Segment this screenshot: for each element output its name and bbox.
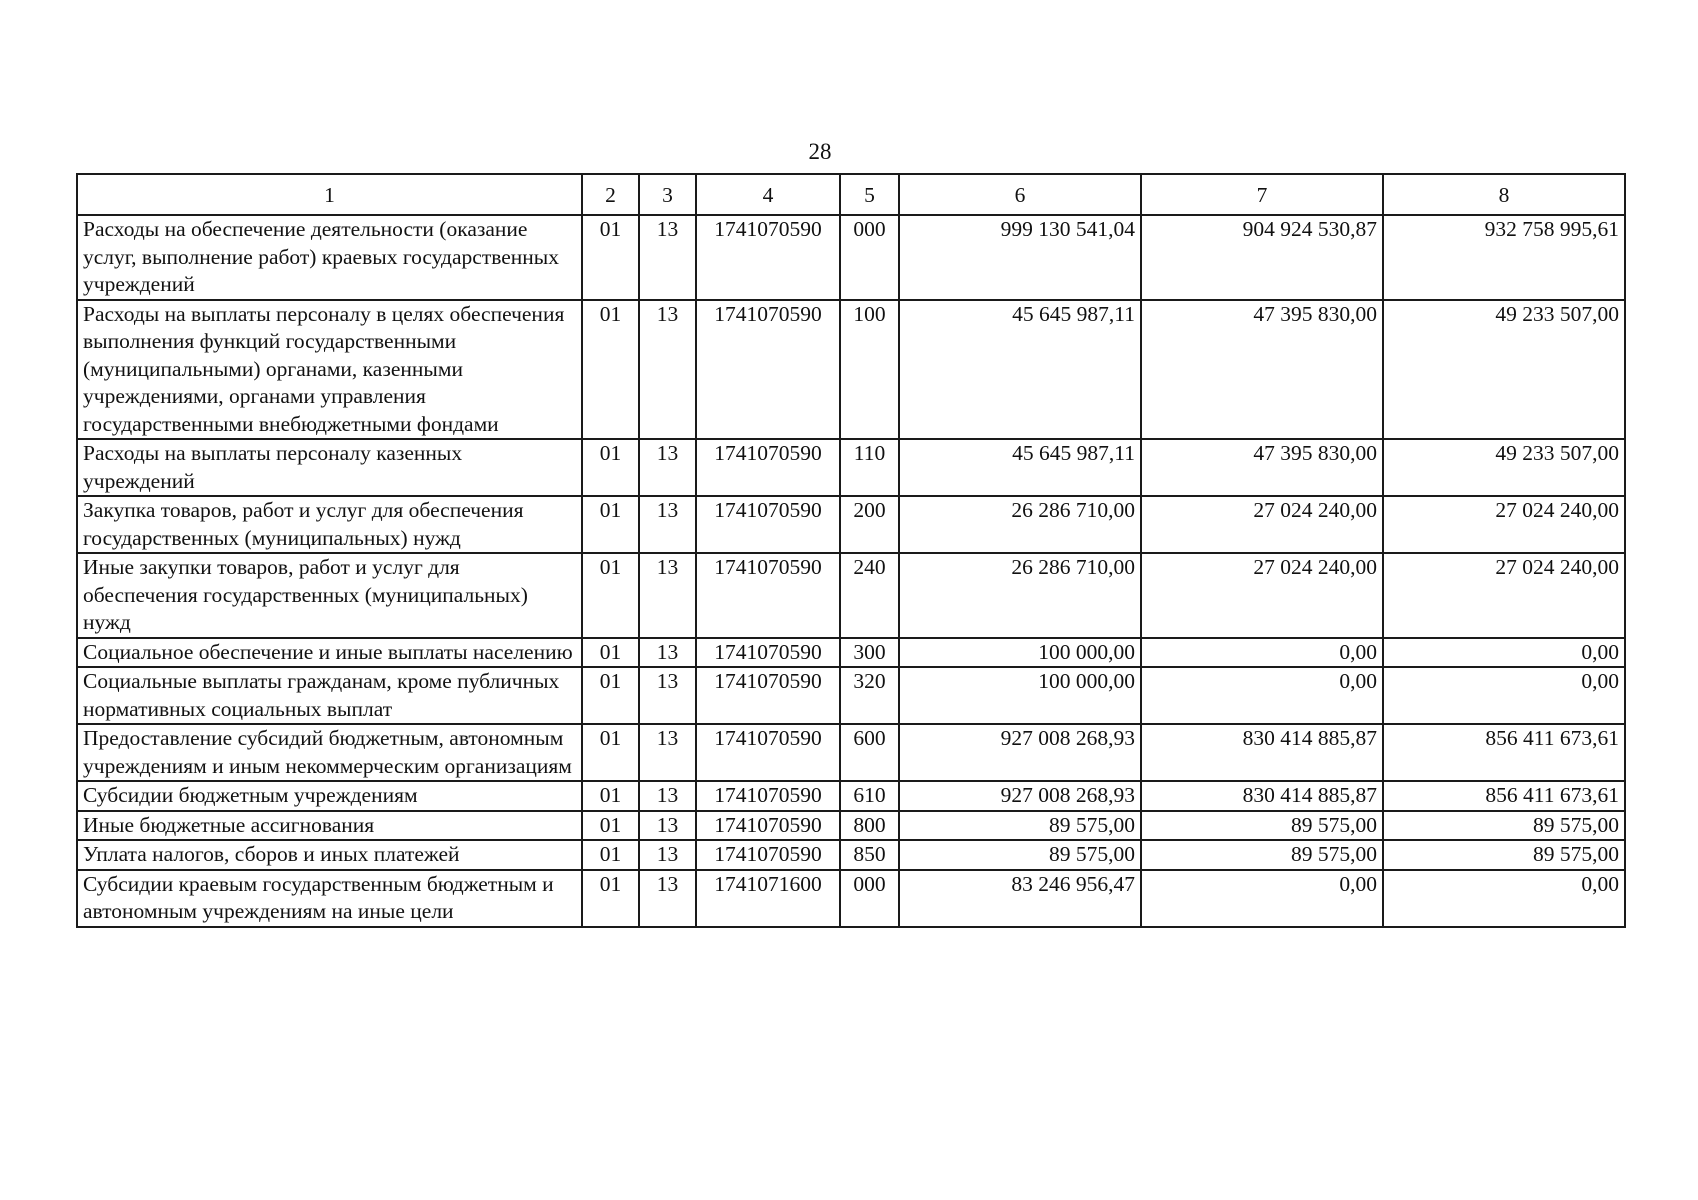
amount-column-6: 45 645 987,11 [899,439,1141,496]
amount-column-8: 27 024 240,00 [1383,553,1625,638]
amount-column-7: 0,00 [1141,870,1383,927]
table-row [77,781,1625,811]
column-header-1: 1 [77,174,582,215]
expense-type-code: 300 [840,638,899,668]
target-article-code: 1741070590 [696,300,840,440]
amount-column-8: 856 411 673,61 [1383,724,1625,781]
column-header-5: 5 [840,174,899,215]
column-header-7: 7 [1141,174,1383,215]
section-code: 01 [582,840,639,870]
target-article-code: 1741070590 [696,638,840,668]
amount-column-6: 83 246 956,47 [899,870,1141,927]
subsection-code: 13 [639,667,696,724]
target-article-code: 1741070590 [696,811,840,841]
row-description: Закупка товаров, работ и услуг для обеспечения государственных (муниципальных) нужд [77,496,582,553]
target-article-code: 1741070590 [696,667,840,724]
subsection-code: 13 [639,870,696,927]
table-body [77,215,1625,927]
page-number: 28 [808,139,832,164]
amount-column-6: 999 130 541,04 [899,215,1141,300]
table-header [77,174,1625,215]
amount-column-8: 856 411 673,61 [1383,781,1625,811]
table-row [77,638,1625,668]
table-row [77,496,1625,553]
amount-column-6: 26 286 710,00 [899,553,1141,638]
amount-column-7: 904 924 530,87 [1141,215,1383,300]
section-code: 01 [582,667,639,724]
expense-type-code: 200 [840,496,899,553]
section-code: 01 [582,638,639,668]
subsection-code: 13 [639,300,696,440]
subsection-code: 13 [639,811,696,841]
amount-column-7: 0,00 [1141,667,1383,724]
table-row [77,840,1625,870]
table-row [77,439,1625,496]
section-code: 01 [582,300,639,440]
budget-table [76,173,1626,928]
amount-column-7: 0,00 [1141,638,1383,668]
amount-column-6: 927 008 268,93 [899,781,1141,811]
row-description: Субсидии бюджетным учреждениям [77,781,582,811]
amount-column-7: 47 395 830,00 [1141,300,1383,440]
expense-type-code: 000 [840,870,899,927]
amount-column-8: 932 758 995,61 [1383,215,1625,300]
amount-column-8: 27 024 240,00 [1383,496,1625,553]
section-code: 01 [582,811,639,841]
section-code: 01 [582,215,639,300]
row-description: Иные закупки товаров, работ и услуг для обеспечения государственных (муниципальных) нужд [77,553,582,638]
subsection-code: 13 [639,724,696,781]
expense-type-code: 850 [840,840,899,870]
column-header-3: 3 [639,174,696,215]
header-row [77,174,1625,215]
amount-column-8: 49 233 507,00 [1383,439,1625,496]
section-code: 01 [582,439,639,496]
table-row [77,553,1625,638]
row-description: Расходы на выплаты персоналу в целях обеспечения выполнения функций государственными (муниципальными) органами, казенными учреждениями, органами управления государственными внебюджетными фондами [77,300,582,440]
row-description: Предоставление субсидий бюджетным, автономным учреждениям и иным некоммерческим организациям [77,724,582,781]
table-row [77,811,1625,841]
amount-column-7: 27 024 240,00 [1141,496,1383,553]
table-row [77,300,1625,440]
expense-type-code: 600 [840,724,899,781]
expense-type-code: 320 [840,667,899,724]
table-row [77,724,1625,781]
amount-column-7: 27 024 240,00 [1141,553,1383,638]
section-code: 01 [582,724,639,781]
subsection-code: 13 [639,215,696,300]
column-header-2: 2 [582,174,639,215]
amount-column-8: 0,00 [1383,638,1625,668]
amount-column-7: 830 414 885,87 [1141,724,1383,781]
amount-column-7: 830 414 885,87 [1141,781,1383,811]
target-article-code: 1741070590 [696,781,840,811]
subsection-code: 13 [639,553,696,638]
amount-column-7: 47 395 830,00 [1141,439,1383,496]
column-header-8: 8 [1383,174,1625,215]
target-article-code: 1741070590 [696,840,840,870]
expense-type-code: 610 [840,781,899,811]
amount-column-7: 89 575,00 [1141,811,1383,841]
target-article-code: 1741070590 [696,215,840,300]
subsection-code: 13 [639,496,696,553]
row-description: Расходы на выплаты персоналу казенных учреждений [77,439,582,496]
amount-column-6: 89 575,00 [899,840,1141,870]
row-description: Социальное обеспечение и иные выплаты населению [77,638,582,668]
amount-column-8: 0,00 [1383,870,1625,927]
amount-column-6: 45 645 987,11 [899,300,1141,440]
target-article-code: 1741070590 [696,553,840,638]
amount-column-6: 100 000,00 [899,638,1141,668]
amount-column-6: 26 286 710,00 [899,496,1141,553]
amount-column-6: 89 575,00 [899,811,1141,841]
target-article-code: 1741070590 [696,724,840,781]
amount-column-8: 0,00 [1383,667,1625,724]
row-description: Субсидии краевым государственным бюджетным и автономным учреждениям на иные цели [77,870,582,927]
amount-column-6: 927 008 268,93 [899,724,1141,781]
subsection-code: 13 [639,439,696,496]
section-code: 01 [582,870,639,927]
expense-type-code: 240 [840,553,899,638]
target-article-code: 1741070590 [696,496,840,553]
row-description: Социальные выплаты гражданам, кроме публичных нормативных социальных выплат [77,667,582,724]
subsection-code: 13 [639,638,696,668]
section-code: 01 [582,496,639,553]
section-code: 01 [582,781,639,811]
row-description: Иные бюджетные ассигнования [77,811,582,841]
expense-type-code: 100 [840,300,899,440]
amount-column-8: 49 233 507,00 [1383,300,1625,440]
target-article-code: 1741071600 [696,870,840,927]
subsection-code: 13 [639,781,696,811]
row-description: Уплата налогов, сборов и иных платежей [77,840,582,870]
amount-column-8: 89 575,00 [1383,811,1625,841]
row-description: Расходы на обеспечение деятельности (оказание услуг, выполнение работ) краевых государственных учреждений [77,215,582,300]
amount-column-8: 89 575,00 [1383,840,1625,870]
subsection-code: 13 [639,840,696,870]
table-row [77,667,1625,724]
amount-column-7: 89 575,00 [1141,840,1383,870]
column-header-6: 6 [899,174,1141,215]
column-header-4: 4 [696,174,840,215]
expense-type-code: 110 [840,439,899,496]
table-row [77,215,1625,300]
amount-column-6: 100 000,00 [899,667,1141,724]
table-row [77,870,1625,927]
expense-type-code: 800 [840,811,899,841]
expense-type-code: 000 [840,215,899,300]
target-article-code: 1741070590 [696,439,840,496]
section-code: 01 [582,553,639,638]
